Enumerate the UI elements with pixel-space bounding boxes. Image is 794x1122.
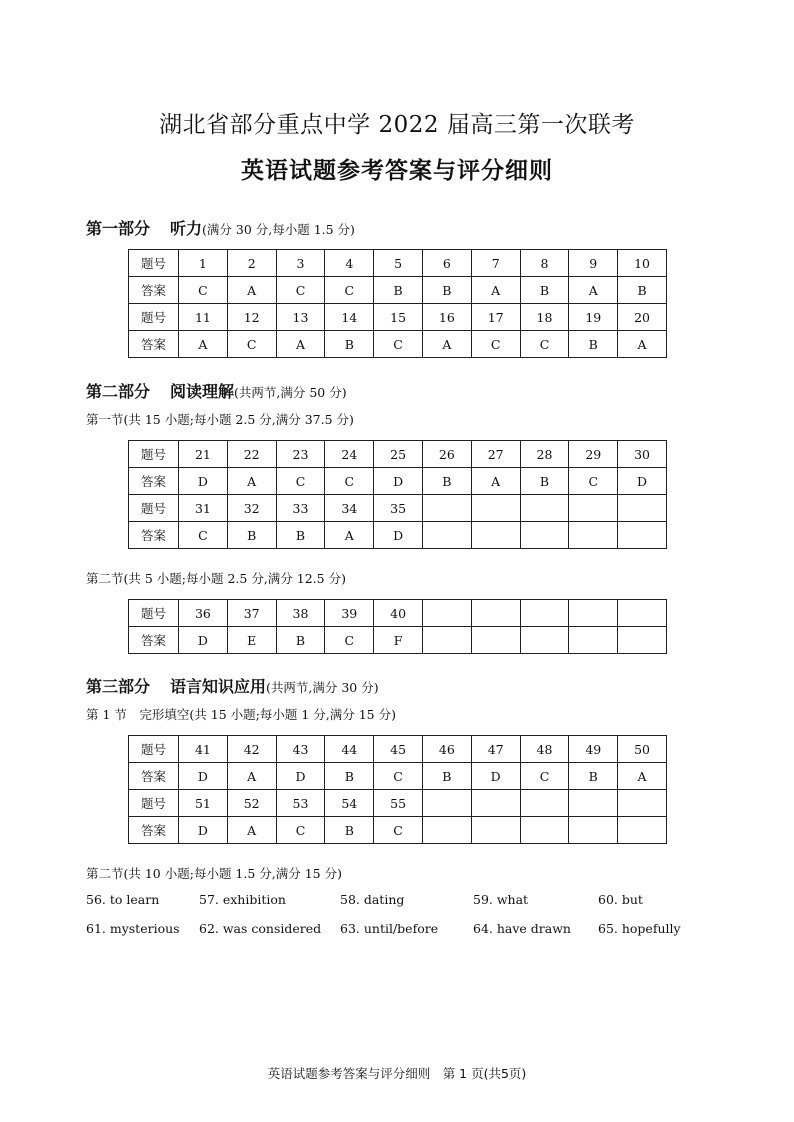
table-cell [520, 817, 569, 844]
table-cell: 4 [325, 250, 374, 277]
part2-name: 阅读理解 [170, 382, 235, 401]
part3-section2-label: 第二节(共 10 小题;每小题 1.5 分,满分 15 分) [86, 866, 342, 881]
table-row [129, 763, 667, 790]
fill-answer-item: 56. to learn [86, 892, 160, 907]
table-cell: B [325, 331, 374, 358]
table-cell: A [471, 468, 520, 495]
table-cell: 43 [276, 736, 325, 763]
fill-answers [86, 892, 726, 950]
fill-answer-row [86, 892, 726, 921]
part3-name: 语言知识应用 [170, 677, 267, 696]
row-header-cell: 答案 [129, 817, 179, 844]
table-cell: C [374, 817, 423, 844]
row-header-cell: 题号 [129, 495, 179, 522]
table-cell: B [520, 468, 569, 495]
table-cell: D [618, 468, 667, 495]
table-cell: B [276, 522, 325, 549]
table-cell [520, 790, 569, 817]
table-cell [520, 495, 569, 522]
table-row [129, 790, 667, 817]
table-cell: 19 [569, 304, 618, 331]
table-row [129, 250, 667, 277]
table-cell: B [374, 277, 423, 304]
table-cell: B [569, 763, 618, 790]
table-cell: 52 [227, 790, 276, 817]
table-row [129, 468, 667, 495]
table-cell [422, 522, 471, 549]
table-cell [520, 627, 569, 654]
table-cell: 23 [276, 441, 325, 468]
table-cell: 53 [276, 790, 325, 817]
table-cell: 18 [520, 304, 569, 331]
table-cell: 14 [325, 304, 374, 331]
row-header-cell: 题号 [129, 441, 179, 468]
part2-section2-label: 第二节(共 5 小题;每小题 2.5 分,满分 12.5 分) [86, 571, 346, 586]
row-header-cell: 题号 [129, 736, 179, 763]
table-cell [618, 627, 667, 654]
part3-heading [86, 674, 379, 697]
table-cell: 54 [325, 790, 374, 817]
table-cell: C [276, 817, 325, 844]
part1-note: (满分 30 分,每小题 1.5 分) [202, 222, 355, 237]
table-cell: A [227, 763, 276, 790]
table-row [129, 736, 667, 763]
table-cell: C [179, 522, 228, 549]
table-cell [471, 495, 520, 522]
table-cell: D [179, 468, 228, 495]
table-cell: 37 [227, 600, 276, 627]
table-cell: C [325, 468, 374, 495]
table-cell: 6 [422, 250, 471, 277]
table-row [129, 817, 667, 844]
table-cell: 24 [325, 441, 374, 468]
row-header-cell: 答案 [129, 277, 179, 304]
table-cell: 7 [471, 250, 520, 277]
table-cell: D [374, 468, 423, 495]
part2-note: (共两节,满分 50 分) [234, 385, 347, 400]
table-cell: 3 [276, 250, 325, 277]
table-cell [471, 790, 520, 817]
fill-answer-item: 57. exhibition [199, 892, 286, 907]
table-cell: B [276, 627, 325, 654]
table-cell [569, 790, 618, 817]
table-row [129, 304, 667, 331]
table-cell: C [276, 277, 325, 304]
table-cell: 45 [374, 736, 423, 763]
table-cell: D [179, 627, 228, 654]
table-cell: 46 [422, 736, 471, 763]
table-cell: 36 [179, 600, 228, 627]
part2-section1-table [128, 440, 667, 549]
table-cell: 39 [325, 600, 374, 627]
fill-answer-item: 59. what [473, 892, 529, 907]
table-cell: 28 [520, 441, 569, 468]
table-cell: 2 [227, 250, 276, 277]
table-cell: A [227, 817, 276, 844]
table-cell: C [471, 331, 520, 358]
table-cell: 55 [374, 790, 423, 817]
table-cell: 26 [422, 441, 471, 468]
row-header-cell: 答案 [129, 522, 179, 549]
table-cell [471, 817, 520, 844]
table-cell: A [618, 331, 667, 358]
table-cell: C [325, 277, 374, 304]
table-cell [569, 600, 618, 627]
table-cell: 40 [374, 600, 423, 627]
table-cell [618, 522, 667, 549]
table-row [129, 277, 667, 304]
table-row [129, 600, 667, 627]
fill-answer-item: 64. have drawn [473, 921, 571, 936]
table-cell: 31 [179, 495, 228, 522]
part2-section2-table [128, 599, 667, 654]
table-cell: D [179, 817, 228, 844]
table-cell [422, 817, 471, 844]
table-cell: 1 [179, 250, 228, 277]
table-cell: 16 [422, 304, 471, 331]
table-cell: 34 [325, 495, 374, 522]
table-cell: B [569, 331, 618, 358]
table-cell [471, 627, 520, 654]
table-row [129, 522, 667, 549]
fill-answer-item: 58. dating [340, 892, 405, 907]
table-cell: A [179, 331, 228, 358]
table-cell: 8 [520, 250, 569, 277]
table-cell: C [569, 468, 618, 495]
part3-section1-table [128, 735, 667, 844]
table-cell: 32 [227, 495, 276, 522]
table-cell: C [520, 763, 569, 790]
table-cell [422, 627, 471, 654]
fill-answer-item: 61. mysterious [86, 921, 180, 936]
part2-heading [86, 379, 347, 402]
table-cell: C [227, 331, 276, 358]
table-cell: A [422, 331, 471, 358]
part1-name: 听力 [170, 219, 203, 238]
table-cell [618, 790, 667, 817]
table-cell [520, 600, 569, 627]
table-cell [471, 600, 520, 627]
table-cell: 9 [569, 250, 618, 277]
table-cell: C [520, 331, 569, 358]
table-cell: 47 [471, 736, 520, 763]
exam-title: 湖北省部分重点中学 2022 届高三第一次联考 [159, 112, 635, 138]
table-cell: 41 [179, 736, 228, 763]
table-cell: D [276, 763, 325, 790]
table-cell [618, 600, 667, 627]
part3-note: (共两节,满分 30 分) [266, 680, 379, 695]
table-cell: E [227, 627, 276, 654]
table-cell: 5 [374, 250, 423, 277]
table-cell: 29 [569, 441, 618, 468]
table-row [129, 495, 667, 522]
row-header-cell: 答案 [129, 468, 179, 495]
table-cell: 35 [374, 495, 423, 522]
table-cell: A [618, 763, 667, 790]
table-cell: 49 [569, 736, 618, 763]
fill-answer-item: 65. hopefully [598, 921, 681, 936]
part1-heading [86, 216, 355, 239]
table-cell [422, 495, 471, 522]
table-cell: A [325, 522, 374, 549]
fill-answer-row [86, 921, 726, 950]
table-cell [569, 627, 618, 654]
row-header-cell: 题号 [129, 600, 179, 627]
fill-answer-item: 60. but [598, 892, 643, 907]
table-cell: A [227, 468, 276, 495]
row-header-cell: 答案 [129, 627, 179, 654]
table-cell: B [422, 277, 471, 304]
part2-label: 第二部分 [86, 382, 151, 401]
table-cell: 22 [227, 441, 276, 468]
table-cell: A [471, 277, 520, 304]
table-cell [471, 522, 520, 549]
table-cell: 20 [618, 304, 667, 331]
part3-label: 第三部分 [86, 677, 151, 696]
table-cell: D [471, 763, 520, 790]
table-cell: 15 [374, 304, 423, 331]
table-cell [569, 522, 618, 549]
row-header-cell: 答案 [129, 763, 179, 790]
table-cell: 30 [618, 441, 667, 468]
part3-section1-label: 第 1 节 完形填空(共 15 小题;每小题 1 分,满分 15 分) [86, 707, 396, 722]
table-cell: 50 [618, 736, 667, 763]
table-cell: 10 [618, 250, 667, 277]
table-cell: A [276, 331, 325, 358]
table-cell: 13 [276, 304, 325, 331]
row-header-cell: 题号 [129, 304, 179, 331]
table-cell: 11 [179, 304, 228, 331]
table-cell: D [374, 522, 423, 549]
table-cell: 17 [471, 304, 520, 331]
table-cell: 27 [471, 441, 520, 468]
table-cell: B [520, 277, 569, 304]
table-row [129, 441, 667, 468]
table-row [129, 627, 667, 654]
table-cell: C [179, 277, 228, 304]
table-cell: 25 [374, 441, 423, 468]
table-cell [618, 495, 667, 522]
part2-section1-label: 第一节(共 15 小题;每小题 2.5 分,满分 37.5 分) [86, 412, 354, 427]
table-cell: B [227, 522, 276, 549]
row-header-cell: 题号 [129, 790, 179, 817]
table-cell: B [325, 763, 374, 790]
part1-label: 第一部分 [86, 219, 151, 238]
table-cell: B [618, 277, 667, 304]
table-cell: 48 [520, 736, 569, 763]
table-cell [520, 522, 569, 549]
table-cell: 42 [227, 736, 276, 763]
table-cell: C [374, 763, 423, 790]
table-cell [569, 495, 618, 522]
fill-answer-item: 62. was considered [199, 921, 322, 936]
table-row [129, 331, 667, 358]
page-footer: 英语试题参考答案与评分细则 第 1 页(共5页) [267, 1066, 527, 1081]
part1-answer-table [128, 249, 667, 358]
table-cell: 51 [179, 790, 228, 817]
table-cell: A [227, 277, 276, 304]
table-cell [618, 817, 667, 844]
table-cell [422, 790, 471, 817]
document-title: 英语试题参考答案与评分细则 [241, 158, 553, 184]
row-header-cell: 答案 [129, 331, 179, 358]
table-cell: 38 [276, 600, 325, 627]
table-cell: D [179, 763, 228, 790]
table-cell: B [422, 468, 471, 495]
table-cell: 12 [227, 304, 276, 331]
table-cell: B [422, 763, 471, 790]
fill-answer-item: 63. until/before [340, 921, 439, 936]
table-cell: C [325, 627, 374, 654]
table-cell: F [374, 627, 423, 654]
table-cell: A [569, 277, 618, 304]
table-cell: C [374, 331, 423, 358]
table-cell: 33 [276, 495, 325, 522]
table-cell: 44 [325, 736, 374, 763]
table-cell [569, 817, 618, 844]
table-cell: C [276, 468, 325, 495]
table-cell: B [325, 817, 374, 844]
table-cell [422, 600, 471, 627]
table-cell: 21 [179, 441, 228, 468]
row-header-cell: 题号 [129, 250, 179, 277]
